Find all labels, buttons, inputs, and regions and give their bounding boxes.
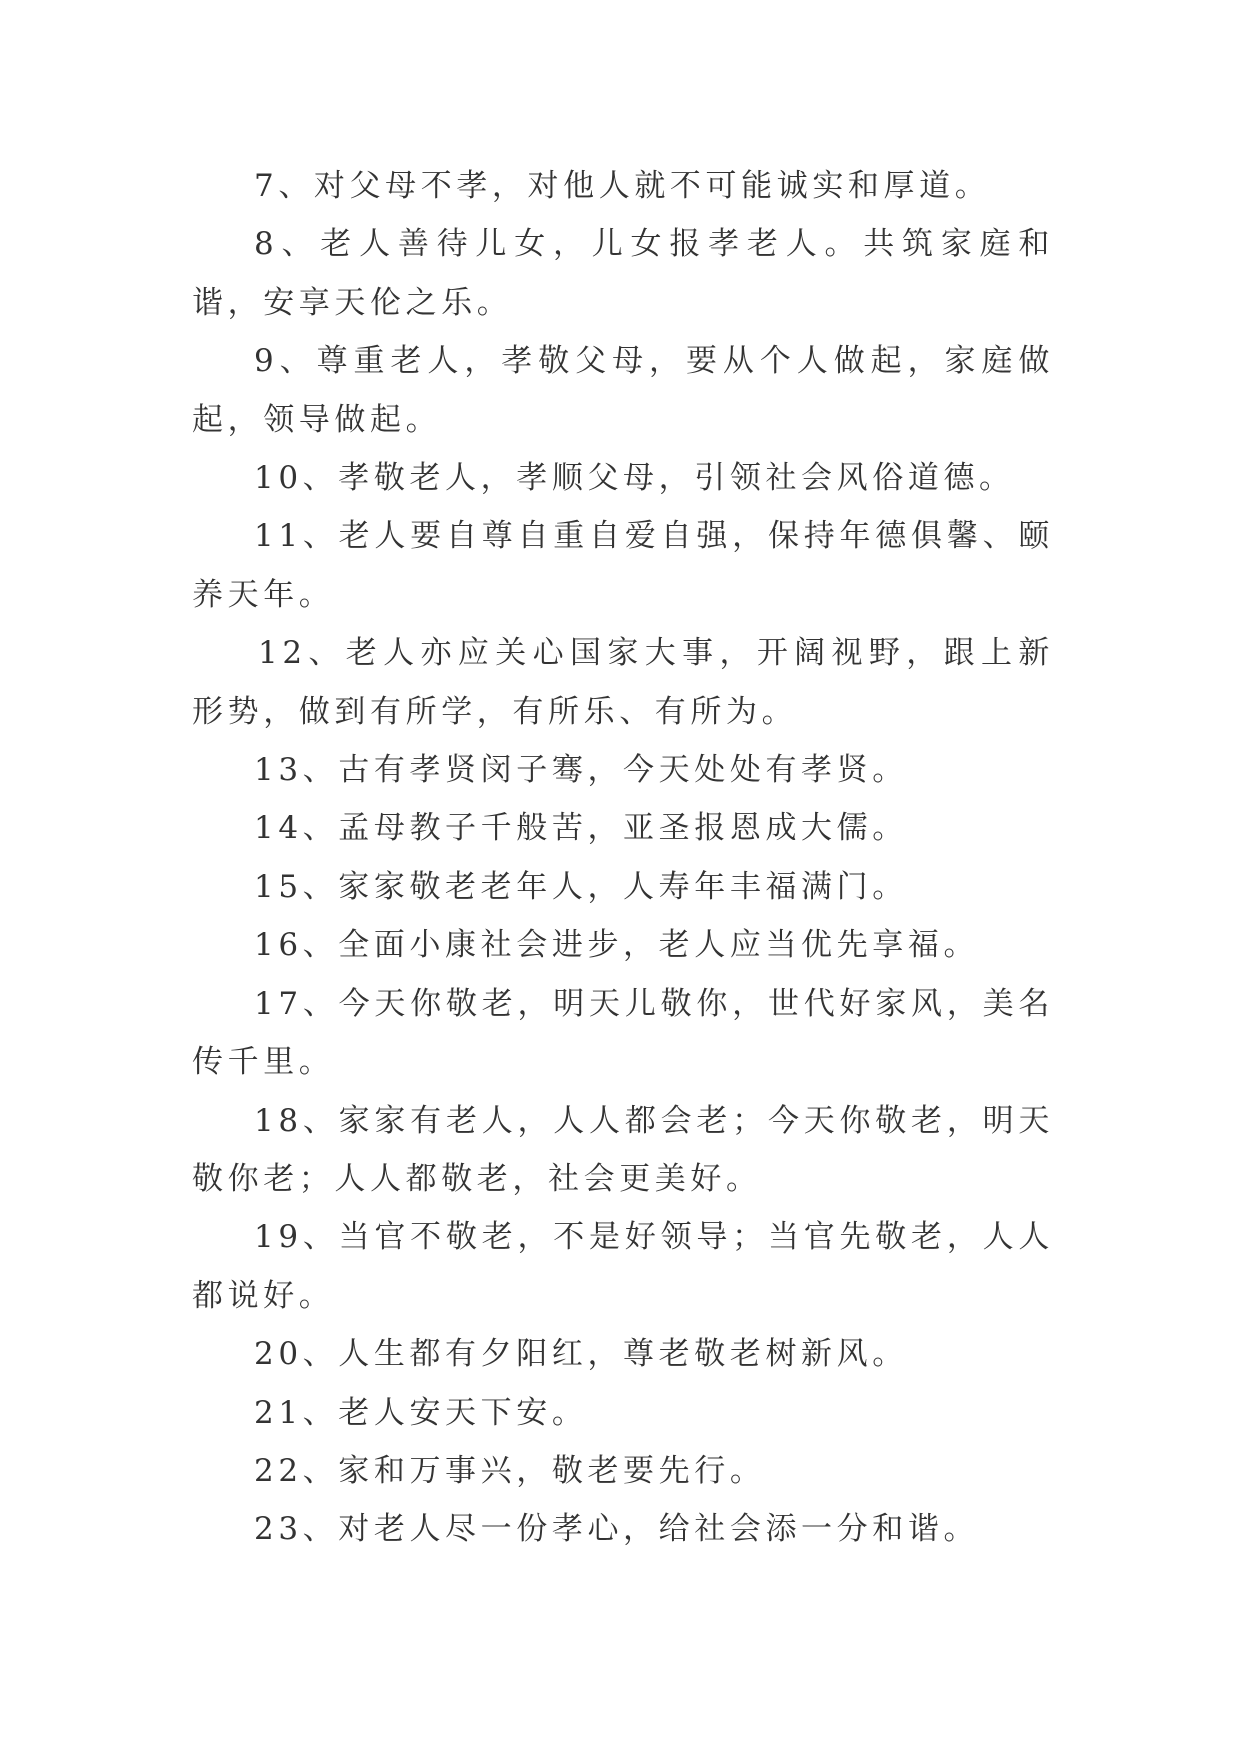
paragraph-item-15: 15、家家敬老老年人，人寿年丰福满门。 xyxy=(254,868,908,905)
paragraph-item-8: 8、老人善待儿女，儿女报孝老人。共筑家庭和谐，安享天伦之乐。 xyxy=(192,226,1054,321)
paragraph-item-13: 13、古有孝贤闵子骞，今天处处有孝贤。 xyxy=(254,752,908,789)
paragraph-item-18: 18、家家有老人，人人都会老；今天你敬老，明天敬你老；人人都敬老，社会更美好。 xyxy=(192,1102,1054,1197)
paragraph-item-12: 12、老人亦应关心国家大事，开阔视野，跟上新形势，做到有所学，有所乐、有所为。 xyxy=(192,635,1054,730)
paragraph-item-7: 7、对父母不孝，对他人就不可能诚实和厚道。 xyxy=(254,168,991,204)
paragraph-item-11: 11、老人要自尊自重自爱自强，保持年德俱馨、颐养天年。 xyxy=(192,518,1054,613)
paragraph-item-23: 23、对老人尽一份孝心，给社会添一分和谐。 xyxy=(254,1511,980,1548)
paragraph-item-14: 14、孟母教子千般苦，亚圣报恩成大儒。 xyxy=(254,810,908,847)
paragraph-item-17: 17、今天你敬老，明天儿敬你，世代好家风，美名传千里。 xyxy=(192,985,1054,1081)
paragraph-item-19: 19、当官不敬老，不是好领导；当官先敬老，人人都说好。 xyxy=(192,1219,1054,1314)
paragraph-item-9: 9、尊重老人，孝敬父母，要从个人做起，家庭做起，领导做起。 xyxy=(192,343,1054,438)
paragraph-item-20: 20、人生都有夕阳红，尊老敬老树新风。 xyxy=(254,1336,908,1373)
paragraph-item-22: 22、家和万事兴，敬老要先行。 xyxy=(254,1452,766,1489)
paragraph-item-10: 10、孝敬老人，孝顺父母，引领社会风俗道德。 xyxy=(254,460,1015,497)
paragraph-item-16: 16、全面小康社会进步，老人应当优先享福。 xyxy=(254,927,980,964)
document-body xyxy=(192,157,1054,1559)
paragraph-item-21: 21、老人安天下安。 xyxy=(254,1394,588,1431)
